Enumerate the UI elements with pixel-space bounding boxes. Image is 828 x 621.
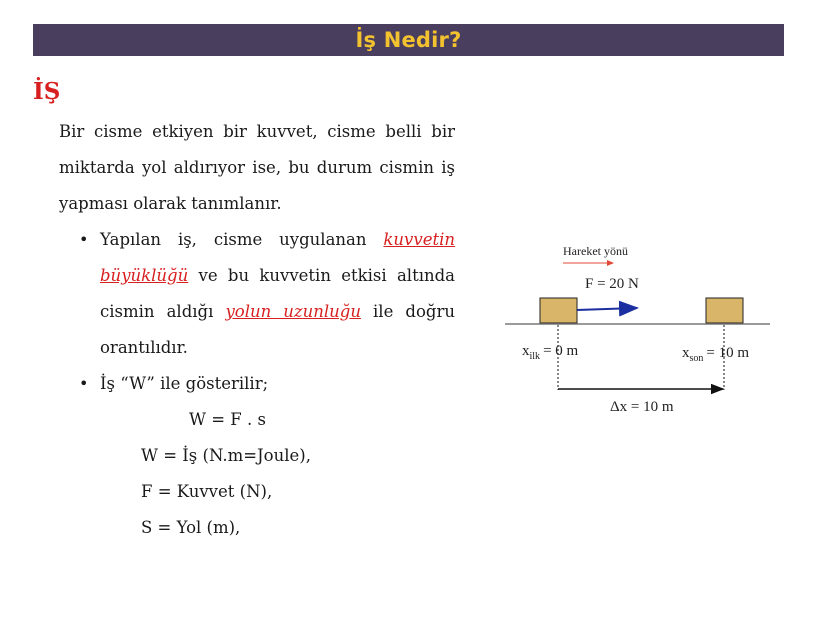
displacement-label: Δx = 10 m: [610, 399, 674, 415]
bullet1-text-part3: ile doğru orantılıdır.: [100, 302, 455, 357]
highlight-force-magnitude: kuvvetin büyüklüğü: [100, 230, 455, 285]
bullet-item-proportionality: [59, 222, 455, 366]
bullet1-text-part1: Yapılan iş, cisme uygulanan: [100, 230, 384, 249]
content-body: [59, 114, 455, 546]
x-start-label: $x_{ilk} = 0$ m: [522, 343, 579, 362]
definition-path: S = Yol (m),: [141, 518, 241, 537]
definition-force: F = Kuvvet (N),: [141, 482, 273, 501]
work-diagram: [505, 238, 770, 423]
page-title: İş Nedir?: [355, 28, 462, 52]
definition-work: W = İş (N.m=Joule),: [141, 446, 311, 465]
x-end-label: $x_{son} = 10$ m: [682, 345, 750, 364]
bullet1-text-part2: ve bu kuvvetin etkisi altında cismin aldığı: [100, 266, 455, 321]
work-diagram-svg: [505, 238, 770, 423]
intro-paragraph: Bir cisme etkiyen bir kuvvet, cisme belli bir miktarda yol aldırıyor ise, bu durum cismin iş yapması olarak tanımlanır.: [59, 122, 455, 213]
force-arrow-icon: [577, 308, 637, 310]
end-block: [706, 298, 743, 323]
force-label: F = 20 N: [585, 276, 639, 292]
direction-label: Hareket yönü: [563, 244, 628, 258]
bullet2-text: İş “W” ile gösterilir;: [100, 374, 269, 393]
work-formula: W = F . s: [189, 410, 266, 429]
start-block: [540, 298, 577, 323]
title-bar: [33, 24, 784, 56]
bullet-item-symbol: [59, 366, 455, 402]
bullet-dot: •: [79, 374, 89, 393]
bullet-dot: •: [79, 230, 89, 249]
highlight-path-length: yolun uzunluğu: [225, 302, 361, 321]
section-heading: İŞ: [33, 78, 61, 105]
